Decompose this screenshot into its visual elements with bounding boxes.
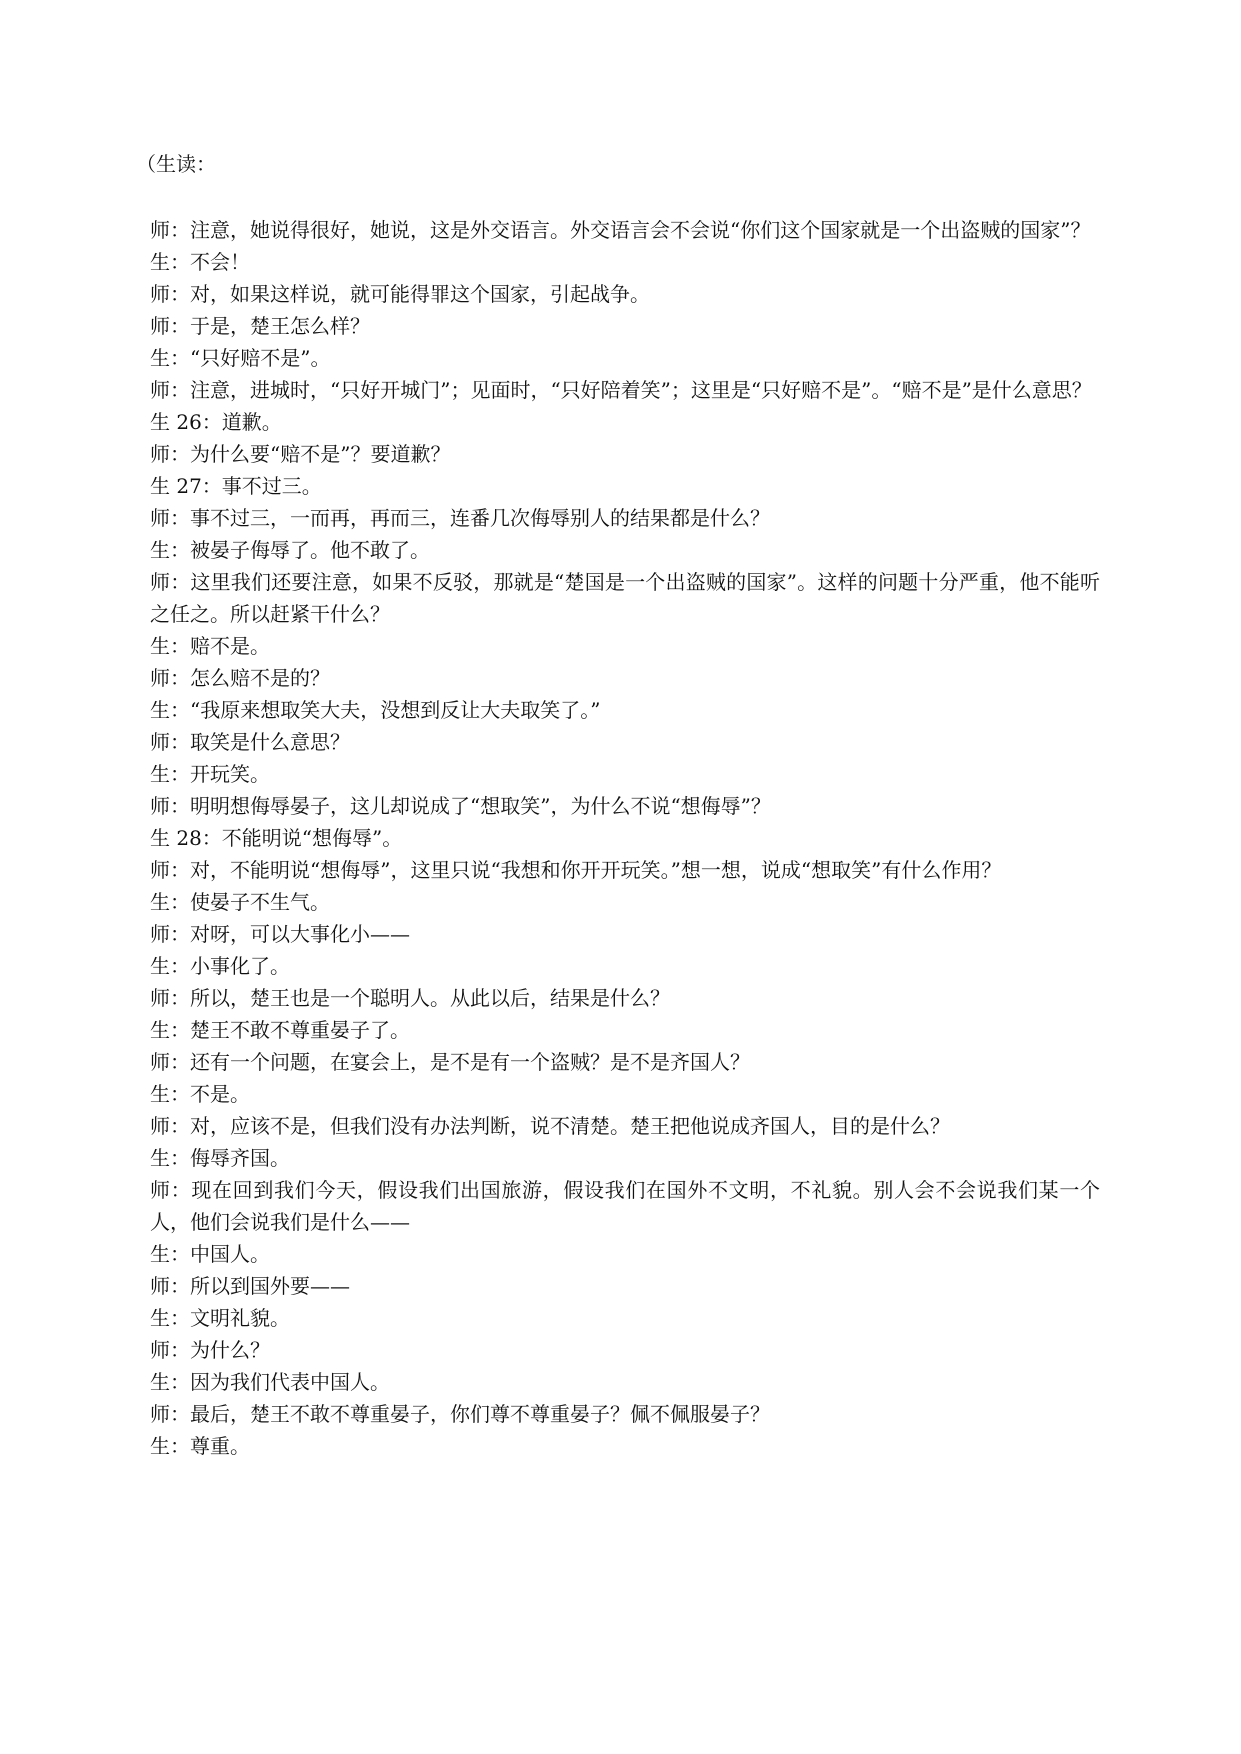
dialogue-line: 生：不是。 xyxy=(150,1082,250,1106)
dialogue-line: 生：被晏子侮辱了。他不敢了。 xyxy=(150,538,430,562)
dialogue-line: 师：取笑是什么意思？ xyxy=(150,730,350,754)
dialogue-line: 生：“我原来想取笑大夫，没想到反让大夫取笑了。” xyxy=(150,698,601,722)
dialogue-line: 师：注意，进城时，“只好开城门”；见面时，“只好陪着笑”；这里是“只好赔不是”。“赔不是”是什么意思？ xyxy=(150,378,1092,402)
dialogue-line: 生：侮辱齐国。 xyxy=(150,1146,290,1170)
dialogue-line: 师：最后，楚王不敢不尊重晏子，你们尊不尊重晏子？佩不佩服晏子？ xyxy=(150,1402,770,1426)
dialogue-line: 师：所以，楚王也是一个聪明人。从此以后，结果是什么？ xyxy=(150,986,670,1010)
dialogue-line: 生：尊重。 xyxy=(150,1434,250,1458)
dialogue-line: 师：对，如果这样说，就可能得罪这个国家，引起战争。 xyxy=(150,282,650,306)
dialogue-line: 师：明明想侮辱晏子，这儿却说成了“想取笑”，为什么不说“想侮辱”？ xyxy=(150,794,771,818)
intro-line: （生读： xyxy=(136,152,216,176)
dialogue-line: 师：为什么要“赔不是”？要道歉？ xyxy=(150,442,451,466)
dialogue-line: 师：为什么？ xyxy=(150,1338,270,1362)
dialogue-line: 师：事不过三，一而再，再而三，连番几次侮辱别人的结果都是什么？ xyxy=(150,506,770,530)
dialogue-line: 师：所以到国外要—— xyxy=(150,1274,350,1298)
dialogue-line: 师：现在回到我们今天，假设我们出国旅游，假设我们在国外不文明，不礼貌。别人会不会说我们某一个人，他们会说我们是什么—— xyxy=(150,1178,1100,1234)
dialogue-line: 师：对，不能明说“想侮辱”，这里只说“我想和你开开玩笑。”想一想，说成“想取笑”有什么作用？ xyxy=(150,858,1002,882)
dialogue-line: 生：小事化了。 xyxy=(150,954,290,978)
dialogue-line: 生：因为我们代表中国人。 xyxy=(150,1370,390,1394)
dialogue-line: 生：不会！ xyxy=(150,250,250,274)
dialogue-line: 生：文明礼貌。 xyxy=(150,1306,290,1330)
dialogue-line: 师：怎么赔不是的？ xyxy=(150,666,330,690)
dialogue-line: 生：“只好赔不是”。 xyxy=(150,346,331,370)
dialogue-transcript xyxy=(150,214,1100,1462)
dialogue-line: 生：中国人。 xyxy=(150,1242,270,1266)
dialogue-line: 师：于是，楚王怎么样？ xyxy=(150,314,370,338)
dialogue-line: 生：开玩笑。 xyxy=(150,762,270,786)
dialogue-line: 生 28：不能明说“想侮辱”。 xyxy=(150,826,403,850)
dialogue-line: 生 26：道歉。 xyxy=(150,410,282,434)
dialogue-line: 师：这里我们还要注意，如果不反驳，那就是“楚国是一个出盗贼的国家”。这样的问题十分严重，他不能听之任之。所以赶紧干什么？ xyxy=(150,570,1100,626)
dialogue-line: 师：对呀，可以大事化小—— xyxy=(150,922,410,946)
dialogue-line: 师：注意，她说得很好，她说，这是外交语言。外交语言会不会说“你们这个国家就是一个出盗贼的国家”？ xyxy=(150,218,1091,242)
dialogue-line: 师：还有一个问题，在宴会上，是不是有一个盗贼？是不是齐国人？ xyxy=(150,1050,750,1074)
dialogue-line: 生：使晏子不生气。 xyxy=(150,890,330,914)
dialogue-line: 生 27：事不过三。 xyxy=(150,474,322,498)
dialogue-line: 师：对，应该不是，但我们没有办法判断，说不清楚。楚王把他说成齐国人，目的是什么？ xyxy=(150,1114,950,1138)
dialogue-line: 生：赔不是。 xyxy=(150,634,270,658)
dialogue-line: 生：楚王不敢不尊重晏子了。 xyxy=(150,1018,410,1042)
